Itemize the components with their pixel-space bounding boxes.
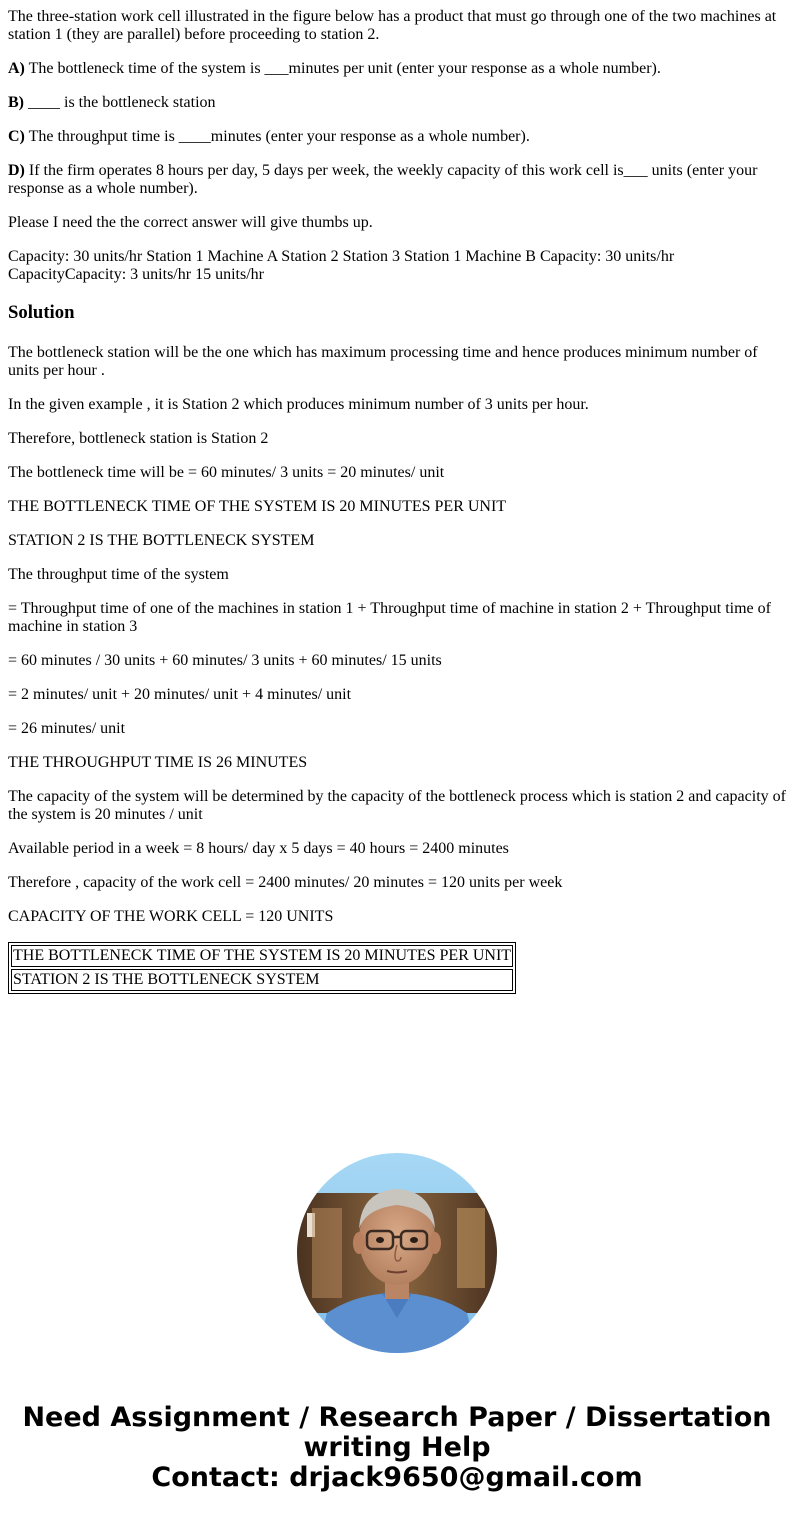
solution-paragraph: = Throughput time of one of the machines in station 1 + Throughput time of machine in station 2 + Throughput time of machine in station 3 bbox=[8, 600, 771, 635]
solution-paragraph: THE BOTTLENECK TIME OF THE SYSTEM IS 20 MINUTES PER UNIT bbox=[8, 498, 507, 515]
table-cell: STATION 2 IS THE BOTTLENECK SYSTEM bbox=[11, 969, 513, 991]
question-plea: Please I need the the correct answer will give thumbs up. bbox=[8, 214, 373, 231]
solution-paragraph: CAPACITY OF THE WORK CELL = 120 UNITS bbox=[8, 908, 334, 925]
summary-table bbox=[8, 942, 516, 994]
solution-paragraph: Therefore, bottleneck station is Station 2 bbox=[8, 430, 269, 447]
footer-banner bbox=[0, 1403, 794, 1493]
question-a-label: A) bbox=[8, 60, 25, 77]
solution-paragraph: Available period in a week = 8 hours/ day x 5 days = 40 hours = 2400 minutes bbox=[8, 840, 509, 857]
question-c-label: C) bbox=[8, 128, 25, 145]
footer-line-2: writing Help bbox=[303, 1432, 491, 1463]
figure-text: Capacity: 30 units/hr Station 1 Machine A Station 2 Station 3 Station 1 Machine B Capacity: 30 units/hr CapacityCapacity: 3 units/hr 15 units/hr bbox=[8, 248, 675, 283]
avatar bbox=[297, 1153, 497, 1353]
table-cell: THE BOTTLENECK TIME OF THE SYSTEM IS 20 MINUTES PER UNIT bbox=[11, 945, 513, 967]
solution-paragraph: In the given example , it is Station 2 which produces minimum number of 3 units per hour. bbox=[8, 396, 589, 413]
table-row bbox=[11, 945, 513, 967]
question-d-text: If the firm operates 8 hours per day, 5 days per week, the weekly capacity of this work cell is___ units (enter your response as a whole number). bbox=[8, 162, 758, 197]
solution-paragraph: The bottleneck time will be = 60 minutes/ 3 units = 20 minutes/ unit bbox=[8, 464, 445, 481]
solution-paragraph: THE THROUGHPUT TIME IS 26 MINUTES bbox=[8, 754, 308, 771]
question-b-text: ____ is the bottleneck station bbox=[24, 94, 216, 111]
solution-paragraph: STATION 2 IS THE BOTTLENECK SYSTEM bbox=[8, 532, 315, 549]
question-c bbox=[8, 128, 788, 146]
question-b bbox=[8, 94, 788, 112]
footer-contact: Contact: drjack9650@gmail.com bbox=[151, 1462, 643, 1493]
question-a-text: The bottleneck time of the system is ___minutes per unit (enter your response as a whole number). bbox=[24, 60, 661, 77]
footer-line-1: Need Assignment / Research Paper / Dissertation bbox=[22, 1402, 772, 1433]
solution-paragraph: = 2 minutes/ unit + 20 minutes/ unit + 4 minutes/ unit bbox=[8, 686, 352, 703]
question-intro: The three-station work cell illustrated in the figure below has a product that must go through one of the two machines at station 1 (they are parallel) before proceeding to station 2. bbox=[8, 8, 777, 43]
question-d-label: D) bbox=[8, 162, 25, 179]
solution-paragraph: = 26 minutes/ unit bbox=[8, 720, 126, 737]
solution-paragraph: The throughput time of the system bbox=[8, 566, 229, 583]
solution-heading: Solution bbox=[8, 302, 75, 323]
solution-paragraph: = 60 minutes / 30 units + 60 minutes/ 3 units + 60 minutes/ 15 units bbox=[8, 652, 442, 669]
question-a bbox=[8, 60, 788, 78]
solution-paragraph: Therefore , capacity of the work cell = 2400 minutes/ 20 minutes = 120 units per week bbox=[8, 874, 563, 891]
solution-paragraphs bbox=[8, 344, 788, 926]
question-d bbox=[8, 162, 788, 198]
solution-paragraph: The bottleneck station will be the one which has maximum processing time and hence produces minimum number of units per hour . bbox=[8, 344, 758, 379]
question-c-text: The throughput time is ____minutes (enter your response as a whole number). bbox=[24, 128, 530, 145]
avatar-portrait-image bbox=[297, 1153, 497, 1353]
document-body bbox=[8, 8, 788, 994]
solution-paragraph: The capacity of the system will be determined by the capacity of the bottleneck process which is station 2 and capacity of the system is 20 minutes / unit bbox=[8, 788, 786, 823]
question-b-label: B) bbox=[8, 94, 24, 111]
table-row bbox=[11, 969, 513, 991]
